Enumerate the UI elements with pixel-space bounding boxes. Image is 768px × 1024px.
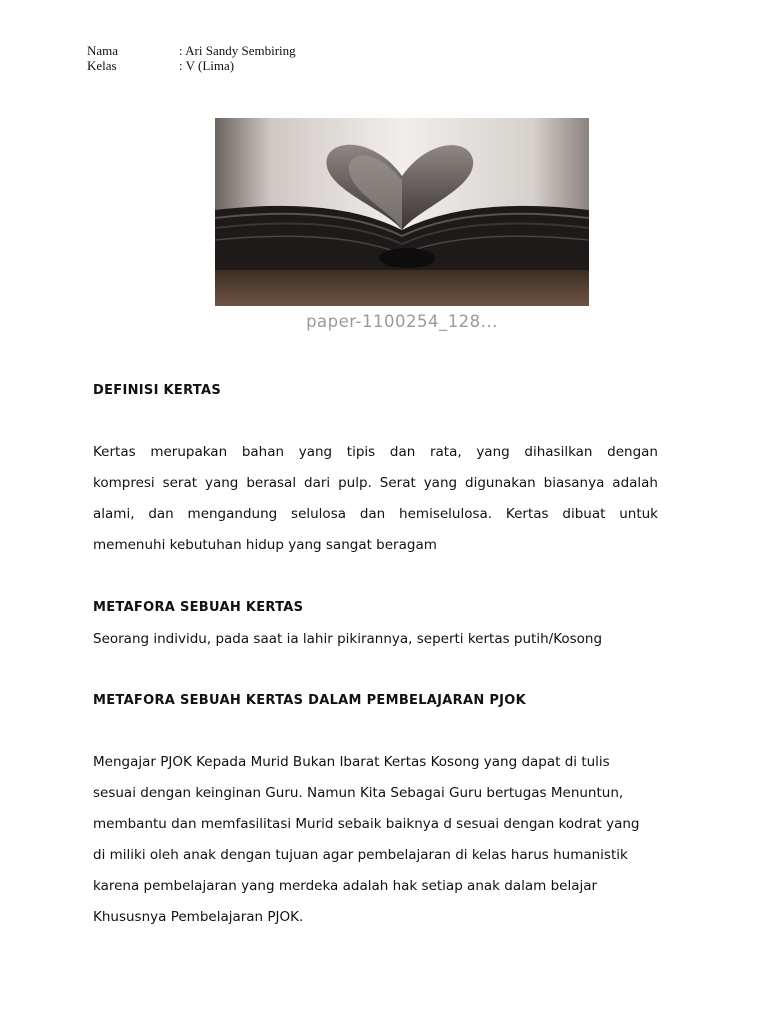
class-value: : V (Lima): [179, 58, 235, 73]
paragraph-line: Khususnya Pembelajaran PJOK.: [93, 909, 304, 925]
paragraph-line: karena pembelajaran yang merdeka adalah hak setiap anak dalam belajar: [93, 878, 598, 894]
paragraph-line: memenuhi kebutuhan hidup yang sangat beragam: [93, 537, 437, 553]
name-label: Nama: [87, 43, 119, 58]
class-label: Kelas: [87, 58, 117, 73]
name-value: : Ari Sandy Sembiring: [179, 43, 296, 58]
section-title-definisi: DEFINISI KERTAS: [93, 383, 221, 398]
section-title-metafora: METAFORA SEBUAH KERTAS: [93, 600, 304, 615]
paragraph-line: Kertas merupakan bahan yang tipis dan rata, yang dihasilkan dengan: [93, 444, 658, 460]
book-heart-photo: [215, 118, 589, 306]
pjok-paragraph: [93, 747, 683, 933]
metaphor-line: [93, 624, 683, 655]
paragraph-line: Seorang individu, pada saat ia lahir pikirannya, seperti kertas putih/Kosong: [93, 631, 603, 647]
section-title-metafora-pjok: METAFORA SEBUAH KERTAS DALAM PEMBELAJARAN PJOK: [93, 693, 527, 708]
image-caption: paper-1100254_128...: [306, 312, 498, 331]
definition-paragraph: [93, 437, 658, 561]
paragraph-line: sesuai dengan keinginan Guru. Namun Kita Sebagai Guru bertugas Menuntun,: [93, 785, 624, 801]
paragraph-line: alami, dan mengandung selulosa dan hemiselulosa. Kertas dibuat untuk: [93, 506, 658, 522]
paragraph-line: kompresi serat yang berasal dari pulp. Serat yang digunakan biasanya adalah: [93, 475, 658, 491]
paragraph-line: di miliki oleh anak dengan tujuan agar pembelajaran di kelas harus humanistik: [93, 847, 628, 863]
paragraph-line: Mengajar PJOK Kepada Murid Bukan Ibarat Kertas Kosong yang dapat di tulis: [93, 754, 610, 770]
paragraph-line: membantu dan memfasilitasi Murid sebaik baiknya d sesuai dengan kodrat yang: [93, 816, 640, 832]
